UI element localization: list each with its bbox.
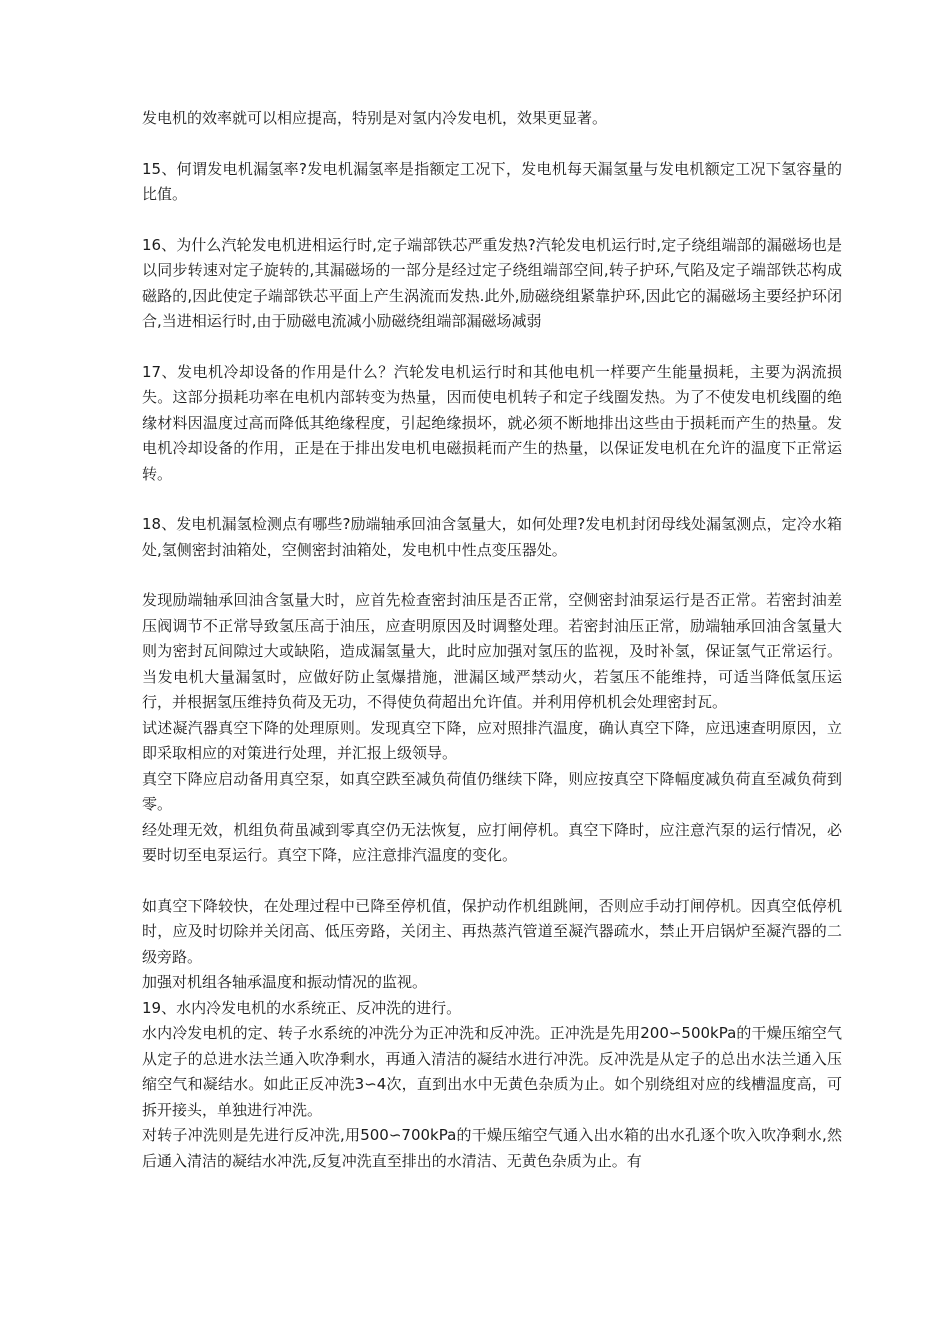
paragraph-bearing-monitor: 加强对机组各轴承温度和振动情况的监视。 bbox=[142, 973, 428, 991]
paragraph-q16: 16、为什么汽轮发电机进相运行时,定子端部铁芯严重发热?汽轮发电机运行时,定子绕组端部的漏磁场也是以同步转速对定子旋转的,其漏磁场的一部分是经过定子绕组端部空间,转子护环,气陷及定子端部铁芯构成磁路的,因此使定子端部铁芯平面上产生涡流而发热.此外,励磁绕组紧靠护环,因此它的漏磁场主要经护环闭合,当进相运行时,由于励磁电流减小励磁绕组端部漏磁场减弱 bbox=[142, 235, 842, 330]
paragraph-q15: 15、何谓发电机漏氢率?发电机漏氢率是指额定工况下，发电机每天漏氢量与发电机额定工况下氢容量的比值。 bbox=[142, 159, 842, 203]
paragraph-vacuum-principle: 试述凝汽器真空下降的处理原则。发现真空下降，应对照排汽温度，确认真空下降，应迅速查明原因，立即采取相应的对策进行处理，并汇报上级领导。 bbox=[142, 718, 842, 762]
paragraph-q18-handling: 发现励端轴承回油含氢量大时，应首先检查密封油压是否正常，空侧密封油泵运行是否正常。若密封油差压阀调节不正常导致氢压高于油压，应查明原因及时调整处理。若密封油压正常，励端轴承回油含氢量大则为密封瓦间隙过大或缺陷，造成漏氢量大，此时应加强对氢压的监视，及时补氢，保证氢气正常运行。当发电机大量漏氢时，应做好防止氢爆措施，泄漏区域严禁动火，若氢压不能维持，可适当降低氢压运行，并根据氢压维持负荷及无功，不得使负荷超出允许值。并利用停机机会处理密封瓦。 bbox=[142, 591, 842, 711]
paragraph-vacuum-fast-drop: 如真空下降较快，在处理过程中已降至停机值，保护动作机组跳闸，否则应手动打闸停机。因真空低停机时，应及时切除并关闭高、低压旁路，关闭主、再热蒸汽管道至凝汽器疏水，禁止开启锅炉至凝汽器的二级旁路。 bbox=[142, 896, 842, 966]
paragraph-q19-stator-flush: 水内冷发电机的定、转子水系统的冲洗分为正冲洗和反冲洗。正冲洗是先用200∽500kPa的干燥压缩空气从定子的总进水法兰通入吹净剩水，再通入清洁的凝结水进行冲洗。反冲洗是从定子的总出水法兰通入压缩空气和凝结水。如此正反冲洗3∽4次，直到出水中无黄色杂质为止。如个别绕组对应的线槽温度高，可拆开接头，单独进行冲洗。 bbox=[142, 1024, 842, 1119]
paragraph-vacuum-trip: 经处理无效，机组负荷虽减到零真空仍无法恢复，应打闸停机。真空下降时，应注意汽泵的运行情况，必要时切至电泵运行。真空下降，应注意排汽温度的变化。 bbox=[142, 820, 842, 864]
paragraph-q19-heading: 19、水内冷发电机的水系统正、反冲洗的进行。 bbox=[142, 998, 462, 1017]
paragraph-q18: 18、发电机漏氢检测点有哪些?励端轴承回油含氢量大，如何处理?发电机封闭母线处漏氢测点，定冷水箱处,氢侧密封油箱处，空侧密封油箱处，发电机中性点变压器处。 bbox=[142, 515, 842, 559]
document-body bbox=[142, 106, 842, 1174]
paragraph-q19-rotor-flush: 对转子冲洗则是先进行反冲洗,用500∽700kPa的干燥压缩空气通入出水箱的出水孔逐个吹入吹净剩水,然后通入清洁的凝结水冲洗,反复冲洗直至排出的水清洁、无黄色杂质为止。有 bbox=[142, 1126, 842, 1170]
paragraph-efficiency: 发电机的效率就可以相应提高，特别是对氢内冷发电机，效果更显著。 bbox=[142, 109, 608, 127]
paragraph-vacuum-pump: 真空下降应启动备用真空泵，如真空跌至减负荷值仍继续下降，则应按真空下降幅度减负荷直至减负荷到零。 bbox=[142, 769, 842, 813]
paragraph-q17: 17、发电机冷却设备的作用是什么？汽轮发电机运行时和其他电机一样要产生能量损耗，主要为涡流损失。这部分损耗功率在电机内部转变为热量，因而使电机转子和定子线圈发热。为了不使发电机线圈的绝缘材料因温度过高而降低其绝缘程度，引起绝缘损坏，就必须不断地排出这些由于损耗而产生的热量。发电机冷却设备的作用，正是在于排出发电机电磁损耗而产生的热量，以保证发电机在允许的温度下正常运转。 bbox=[142, 362, 842, 483]
